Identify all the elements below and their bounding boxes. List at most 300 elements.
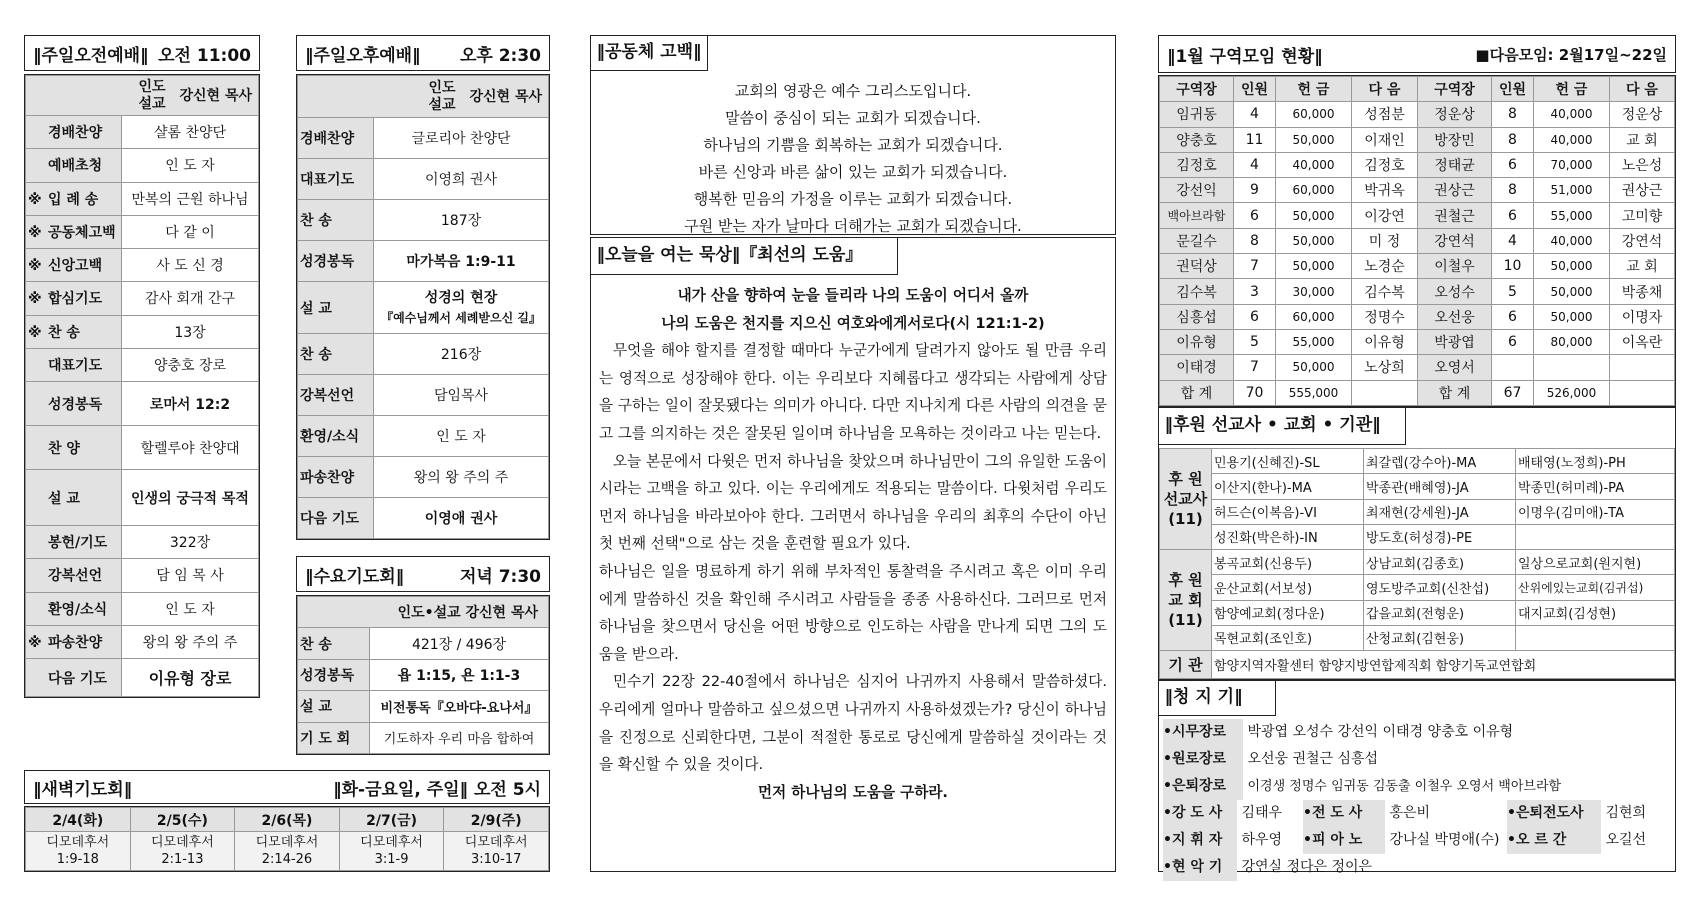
table-cell: 30,000 [1276,279,1352,304]
table-cell: 526,000 [1534,380,1610,405]
confession-line: 바른 신앙과 바른 삶이 있는 교회가 되겠습니다. [698,163,1008,181]
verse-line: 내가 산을 향하여 눈을 들리라 나의 도움이 어디서 올까 [677,287,1029,304]
staff-value: 강나실 박명애(수) [1389,832,1500,848]
row-value: 왕의 왕 주의 주 [374,457,549,498]
table-row [298,282,549,334]
mark: ※ [28,191,42,208]
row-value: 만복의 근원 하나님 [122,182,259,215]
staff-title: ‖청 지 기‖ [1158,680,1276,716]
table-row [26,659,259,697]
table-cell: 심흥섭 [1160,304,1234,329]
table-cell: 8 [1492,178,1534,203]
row-value: 왕의 왕 주의 주 [122,625,259,658]
row-label: 환영/소식 [48,601,108,618]
row-label: 다음 기도 [48,670,107,687]
table-row [298,416,549,457]
morning-table-box [24,74,260,698]
table-cell: 7 [1234,355,1276,380]
table-row [26,426,259,470]
table-row [298,659,549,690]
table-row [26,282,259,315]
table-cell: 정운상 [1610,102,1675,127]
staff-pair [1163,827,1303,854]
staff-value: 하우영 [1241,832,1283,848]
district-title: ‖1월 구역모임 현황‖ [1167,46,1323,67]
table-cell: 이옥란 [1610,329,1675,354]
label-line: 후 원 [1168,571,1203,590]
row-value: 인 도 자 [374,416,549,457]
table-cell: 박종채 [1610,279,1675,304]
staff-value: 강연실 정다은 정이은 [1241,859,1373,875]
staff-label: •강 도 사 [1163,800,1237,827]
row-value: 13장 [122,315,259,348]
table-cell: 6 [1234,304,1276,329]
church-cell [1516,625,1675,650]
table-row [26,149,259,182]
confession-line: 교회의 영광은 예수 그리스도입니다. [734,82,972,100]
table-cell: 7 [1234,254,1276,279]
dawn-verse: 3:10-17 [470,852,522,867]
table-row [26,315,259,348]
staff-row [1163,800,1671,827]
morning-table [25,75,259,697]
column-header: 인원 [1234,77,1276,102]
staff-value: 김현희 [1605,805,1647,821]
table-cell: 강선익 [1160,178,1234,203]
district-header-row [1160,77,1675,102]
missionary-cell: 이명우(김미애)-TA [1516,499,1675,524]
row-label: 성경봉독 [48,396,103,413]
table-row [26,559,259,592]
table-cell: 성점분 [1352,102,1418,127]
church-cell: 산청교회(김현웅) [1364,625,1516,650]
row-label: 찬 송 [298,334,374,375]
row-label: 파송찬양 [298,457,374,498]
staff-label: •시무장로 [1163,719,1243,746]
church-row [1160,625,1675,650]
meditation-paragraph: 민수기 22장 22-40절에서 하나님은 심지어 나귀까지 사용해서 말씀하셨다. 우리에게 얼마나 말씀하고 싶으셨으면 나귀까지 사용하셨겠는가? 당신이 하나님을 진정으로 신뢰한다면, 그분이 적절한 통로로 당신에게 말씀하실 것이라는 것을 확신할 수 있을 것이다. [599,673,1107,774]
table-row [1160,178,1675,203]
meditation-closing: 먼저 하나님의 도움을 구하라. [758,783,948,801]
row-label: 강복선언 [48,568,103,585]
staff-value: 이경생 정명수 임귀동 김동출 이철우 오영서 백아브라함 [1247,779,1562,794]
morning-pastor-row [26,76,259,116]
table-cell: 이태경 [1160,355,1234,380]
morning-pastor-bottom: 설교 [138,95,166,112]
dawn-refs-row [26,832,549,871]
table-row [1160,329,1675,354]
table-row [1160,304,1675,329]
sermon-subtitle: 『예수님께서 세례받으신 길』 [381,310,541,325]
dawn-date: 2/6(목) [235,808,340,832]
afternoon-title: ‖주일오후예배‖ [305,45,421,66]
district-table [1159,76,1675,406]
row-value: 이영희 권사 [374,159,549,200]
staff-value: 오선웅 권철근 심흥섭 [1247,751,1379,767]
mark: ※ [28,291,42,308]
table-cell: 60,000 [1276,102,1352,127]
row-value: 기도하자 우리 마음 합하여 [370,722,549,753]
church-cell: 봉곡교회(신용두) [1212,550,1364,575]
staff-pair [1507,800,1646,827]
table-row [1160,102,1675,127]
missionary-cell: 성진화(박은하)-IN [1212,524,1364,549]
row-label: 설 교 [48,490,80,507]
table-cell: 이재인 [1352,127,1418,152]
row-value [374,282,549,334]
dawn-header [24,770,550,804]
church-cell: 목현교회(조인호) [1212,625,1364,650]
table-row [298,200,549,241]
table-cell: 6 [1492,329,1534,354]
mark: ※ [28,634,42,651]
table-cell [1610,380,1675,405]
district-table-box [1158,75,1676,407]
table-cell: 4 [1234,152,1276,177]
table-row [298,375,549,416]
dawn-book: 디모데후서 [46,835,110,850]
table-cell: 6 [1492,152,1534,177]
table-cell: 55,000 [1534,203,1610,228]
table-row [1160,127,1675,152]
table-row [298,334,549,375]
table-row [26,348,259,381]
table-cell [1352,380,1418,405]
dawn-schedule: ‖화-금요일, 주일‖ 오전 5시 [333,779,541,800]
wednesday-table-box [296,595,550,755]
table-cell: 이유형 [1160,329,1234,354]
table-cell: 40,000 [1534,102,1610,127]
staff-pair [1303,827,1507,854]
dawn-ref [130,832,235,871]
table-row [298,722,549,753]
confession-line: 하나님의 기쁨을 회복하는 교회가 되겠습니다. [703,136,1003,154]
row-label: 입 례 송 [48,191,99,208]
morning-time: 오전 11:00 [158,45,251,66]
label-line: 선교사 [1163,490,1208,509]
row-value: 양충호 장로 [122,348,259,381]
church-cell: 산위에있는교회(김귀섭) [1516,575,1675,600]
wednesday-time: 저녁 7:30 [459,566,541,587]
table-cell: 4 [1234,102,1276,127]
table-cell: 정운상 [1418,102,1492,127]
dawn-ref [444,832,549,871]
confession-box [590,35,1116,235]
support-title: ‖후원 선교사 • 교회 • 기관‖ [1158,407,1406,445]
verse-line: 나의 도움은 천지를 지으신 여호와에게서로다(시 121:1-2) [661,314,1045,332]
row-label: 기 도 회 [298,722,370,753]
support-table [1159,448,1675,679]
row-label: 신앙고백 [48,258,103,275]
row-label: 설 교 [298,282,374,334]
staff-row [1163,719,1671,746]
column-header: 구역장 [1418,77,1492,102]
church-cell: 영도방주교회(신찬섭) [1364,575,1516,600]
afternoon-pastor-bottom: 설교 [428,96,456,113]
org-label: 기 관 [1160,651,1212,679]
label-line: (11) [1168,510,1203,529]
missionary-row [1160,474,1675,499]
table-cell: 박광엽 [1418,329,1492,354]
table-cell: 50,000 [1276,203,1352,228]
row-value: 로마서 12:2 [122,382,259,426]
table-row [298,241,549,282]
table-row [26,382,259,426]
table-cell: 이철우 [1418,254,1492,279]
staff-pair [1163,800,1303,827]
staff-label: •원로장로 [1163,746,1243,773]
row-label: 대표기도 [298,159,374,200]
dawn-ref [235,832,340,871]
row-value: 사 도 신 경 [122,249,259,282]
table-cell [1492,355,1534,380]
table-cell: 40,000 [1276,152,1352,177]
row-value: 비전통독『오바댜-요나서』 [370,691,549,722]
table-row [1160,152,1675,177]
morning-pastor-top: 인도 [138,78,166,95]
row-label: 찬 송 [48,324,80,341]
missionary-row [1160,524,1675,549]
table-row [298,691,549,722]
staff-label: •전 도 사 [1303,800,1385,827]
table-cell: 70,000 [1534,152,1610,177]
column-header: 인원 [1492,77,1534,102]
afternoon-table [297,75,549,539]
table-row [1160,203,1675,228]
table-cell: 방장민 [1418,127,1492,152]
row-label: 대표기도 [48,357,103,374]
row-value: 187장 [374,200,549,241]
church-row [1160,600,1675,625]
meditation-title: ‖오늘을 여는 묵상‖『최선의 도움』 [590,237,898,275]
row-label: 봉헌/기도 [48,535,108,552]
row-value: 마가복음 1:9-11 [374,241,549,282]
row-label: 성경봉독 [298,241,374,282]
dawn-verse: 2:14-26 [261,852,313,867]
table-cell: 노은성 [1610,152,1675,177]
table-cell: 오성수 [1418,279,1492,304]
table-row [1160,355,1675,380]
table-cell: 50,000 [1276,228,1352,253]
missionary-cell: 배태영(노정희)-PH [1516,449,1675,474]
row-label: 경배찬양 [298,118,374,159]
church-label [1160,550,1212,651]
table-cell: 6 [1492,304,1534,329]
table-cell: 문길수 [1160,228,1234,253]
dawn-ref [26,832,131,871]
dawn-date: 2/5(수) [130,808,235,832]
table-cell: 강연석 [1610,228,1675,253]
confession-line: 구원 받는 자가 날마다 더해가는 교회가 되겠습니다. [684,217,1022,235]
table-cell: 6 [1492,203,1534,228]
column-header: 헌 금 [1276,77,1352,102]
table-cell: 정명수 [1352,304,1418,329]
table-cell: 8 [1492,127,1534,152]
staff-label: •피 아 노 [1303,827,1385,854]
missionary-row [1160,449,1675,474]
afternoon-pastor-top: 인도 [428,79,456,96]
dawn-ref [339,832,444,871]
row-label: 다음 기도 [298,498,374,539]
missionary-cell: 민용기(신혜진)-SL [1212,449,1364,474]
table-cell: 이유형 [1352,329,1418,354]
row-label: 경배찬양 [48,125,103,142]
confession-line: 말씀이 중심이 되는 교회가 되겠습니다. [725,109,981,127]
table-cell: 555,000 [1276,380,1352,405]
column-header: 다 음 [1352,77,1418,102]
staff-pair [1507,827,1646,854]
table-cell: 8 [1492,102,1534,127]
table-cell: 67 [1492,380,1534,405]
morning-title: ‖주일오전예배‖ [33,45,149,66]
table-cell: 51,000 [1534,178,1610,203]
district-header [1158,35,1676,73]
afternoon-time: 오후 2:30 [459,45,541,66]
table-cell: 권철근 [1418,203,1492,228]
missionary-cell: 허드슨(이복음)-VI [1212,499,1364,524]
table-row [1160,380,1675,405]
row-label: 성경봉독 [298,659,370,690]
table-cell: 50,000 [1276,127,1352,152]
support-box [1158,407,1676,680]
missionary-cell: 이산지(한나)-MA [1212,474,1364,499]
staff-label: •은퇴전도사 [1507,800,1601,827]
staff-box [1158,680,1676,875]
staff-row [1163,827,1671,854]
row-value: 다 같 이 [122,215,259,248]
table-cell: 55,000 [1276,329,1352,354]
column-header: 구역장 [1160,77,1234,102]
org-list: 함양지역자활센터 함양지방연합제직회 함양기독교연합회 [1212,651,1675,679]
table-cell: 양충호 [1160,127,1234,152]
table-row [298,457,549,498]
church-row [1160,575,1675,600]
table-cell: 70 [1234,380,1276,405]
mark: ※ [28,324,42,341]
org-row [1160,651,1675,679]
church-cell: 대지교회(김성현) [1516,600,1675,625]
row-value: 할렐루야 찬양대 [122,426,259,470]
church-cell: 갑을교회(전형운) [1364,600,1516,625]
meditation-paragraph: 오늘 본문에서 다윗은 먼저 하나님을 찾았으며 하나님만이 그의 유일한 도움이시라는 고백을 하고 있다. 이는 우리에게도 적용되는 말씀이다. 다윗처럼 우리도 먼저 하나님을 바라보아야 한다. 그러면서 하나님을 우리의 최후의 수단이 아닌 첫 번째 선택"으로 삼는 것을 훈련할 필요가 있다. [599,452,1107,553]
meditation-paragraph: 무엇을 해야 할지를 결정할 때마다 누군가에게 달려가지 않아도 될 만큼 우리는 영적으로 성장해야 한다. 이는 우리보다 지혜롭다고 생각되는 사람에게 상담을 구하는 일이 잘못됐다는 의미가 아니다. 다만 지나치게 다른 사람의 의견을 묻고 그를 의지하는 것은 잘못된 일이며 하나님을 모욕하는 것이라고 나는 믿는다. [599,342,1107,442]
table-cell: 강연석 [1418,228,1492,253]
afternoon-header [296,35,550,71]
staff-label: •지 휘 자 [1163,827,1237,854]
staff-list [1163,719,1671,881]
row-value: 216장 [374,334,549,375]
table-cell: 합 계 [1418,380,1492,405]
church-row [1160,550,1675,575]
missionary-row [1160,499,1675,524]
church-cell: 운산교회(서보성) [1212,575,1364,600]
table-cell: 김정호 [1352,152,1418,177]
row-label: 공동체고백 [48,224,116,241]
row-value: 욥 1:15, 욘 1:1-3 [370,659,549,690]
table-cell [1534,355,1610,380]
table-cell: 50,000 [1534,279,1610,304]
table-cell: 11 [1234,127,1276,152]
dawn-verse: 3:1-9 [374,852,409,867]
dawn-book: 디모데후서 [464,835,528,850]
table-row [26,592,259,625]
row-label: 찬 양 [48,440,80,457]
table-cell: 4 [1492,228,1534,253]
row-value: 글로리아 찬양단 [374,118,549,159]
wednesday-table [297,596,549,754]
confession-title: ‖공동체 고백‖ [590,35,708,71]
table-row [1160,254,1675,279]
table-row [26,249,259,282]
table-cell: 교 회 [1610,254,1675,279]
table-cell: 60,000 [1276,304,1352,329]
row-value: 이유형 장로 [122,659,259,697]
row-value: 인 도 자 [122,149,259,182]
staff-label: •은퇴장로 [1163,773,1243,800]
label-line: 교 회 [1168,591,1203,610]
table-cell: 5 [1234,329,1276,354]
table-row [26,215,259,248]
staff-row [1163,773,1671,800]
church-cell: 함양예교회(정다운) [1212,600,1364,625]
missionary-label [1160,449,1212,550]
row-value: 감사 회개 간구 [122,282,259,315]
table-cell: 김수복 [1160,279,1234,304]
table-row [26,470,259,526]
table-cell: 80,000 [1534,329,1610,354]
table-cell: 고미향 [1610,203,1675,228]
row-value: 인생의 궁극적 목적 [122,470,259,526]
missionary-cell: 박종관(배혜영)-JA [1364,474,1516,499]
table-row [298,628,549,659]
table-cell: 이명자 [1610,304,1675,329]
dawn-date: 2/4(화) [26,808,131,832]
table-cell: 권상근 [1418,178,1492,203]
missionary-cell: 방도호(허성경)-PE [1364,524,1516,549]
table-cell: 오선웅 [1418,304,1492,329]
row-value: 담 임 목 사 [122,559,259,592]
column-header: 헌 금 [1534,77,1610,102]
table-cell: 5 [1492,279,1534,304]
dawn-table [25,807,549,871]
dawn-verse: 2:1-13 [161,852,204,867]
afternoon-pastor-row [298,76,549,118]
staff-label: •오 르 간 [1507,827,1601,854]
confession-line: 행복한 믿음의 가정을 이루는 교회가 되겠습니다. [693,190,1013,208]
church-cell: 상남교회(김종호) [1364,550,1516,575]
staff-row [1163,746,1671,773]
row-label: 설 교 [298,691,370,722]
column-header: 다 음 [1610,77,1675,102]
dawn-date: 2/7(금) [339,808,444,832]
label-line: 후 원 [1168,470,1203,489]
row-label: 파송찬양 [48,634,103,651]
table-cell: 6 [1234,203,1276,228]
label-line: (11) [1168,611,1203,630]
table-cell: 김정호 [1160,152,1234,177]
missionary-cell [1516,524,1675,549]
morning-header [24,35,260,71]
meditation-box [590,237,1116,872]
church-cell: 일상으로교회(원지현) [1516,550,1675,575]
table-cell: 교 회 [1610,127,1675,152]
table-cell: 40,000 [1534,228,1610,253]
support-grid [1159,448,1675,679]
wednesday-header [296,556,550,592]
table-cell: 노상희 [1352,355,1418,380]
missionary-cell: 최재현(강세원)-JA [1364,499,1516,524]
row-label: 찬 송 [298,628,370,659]
